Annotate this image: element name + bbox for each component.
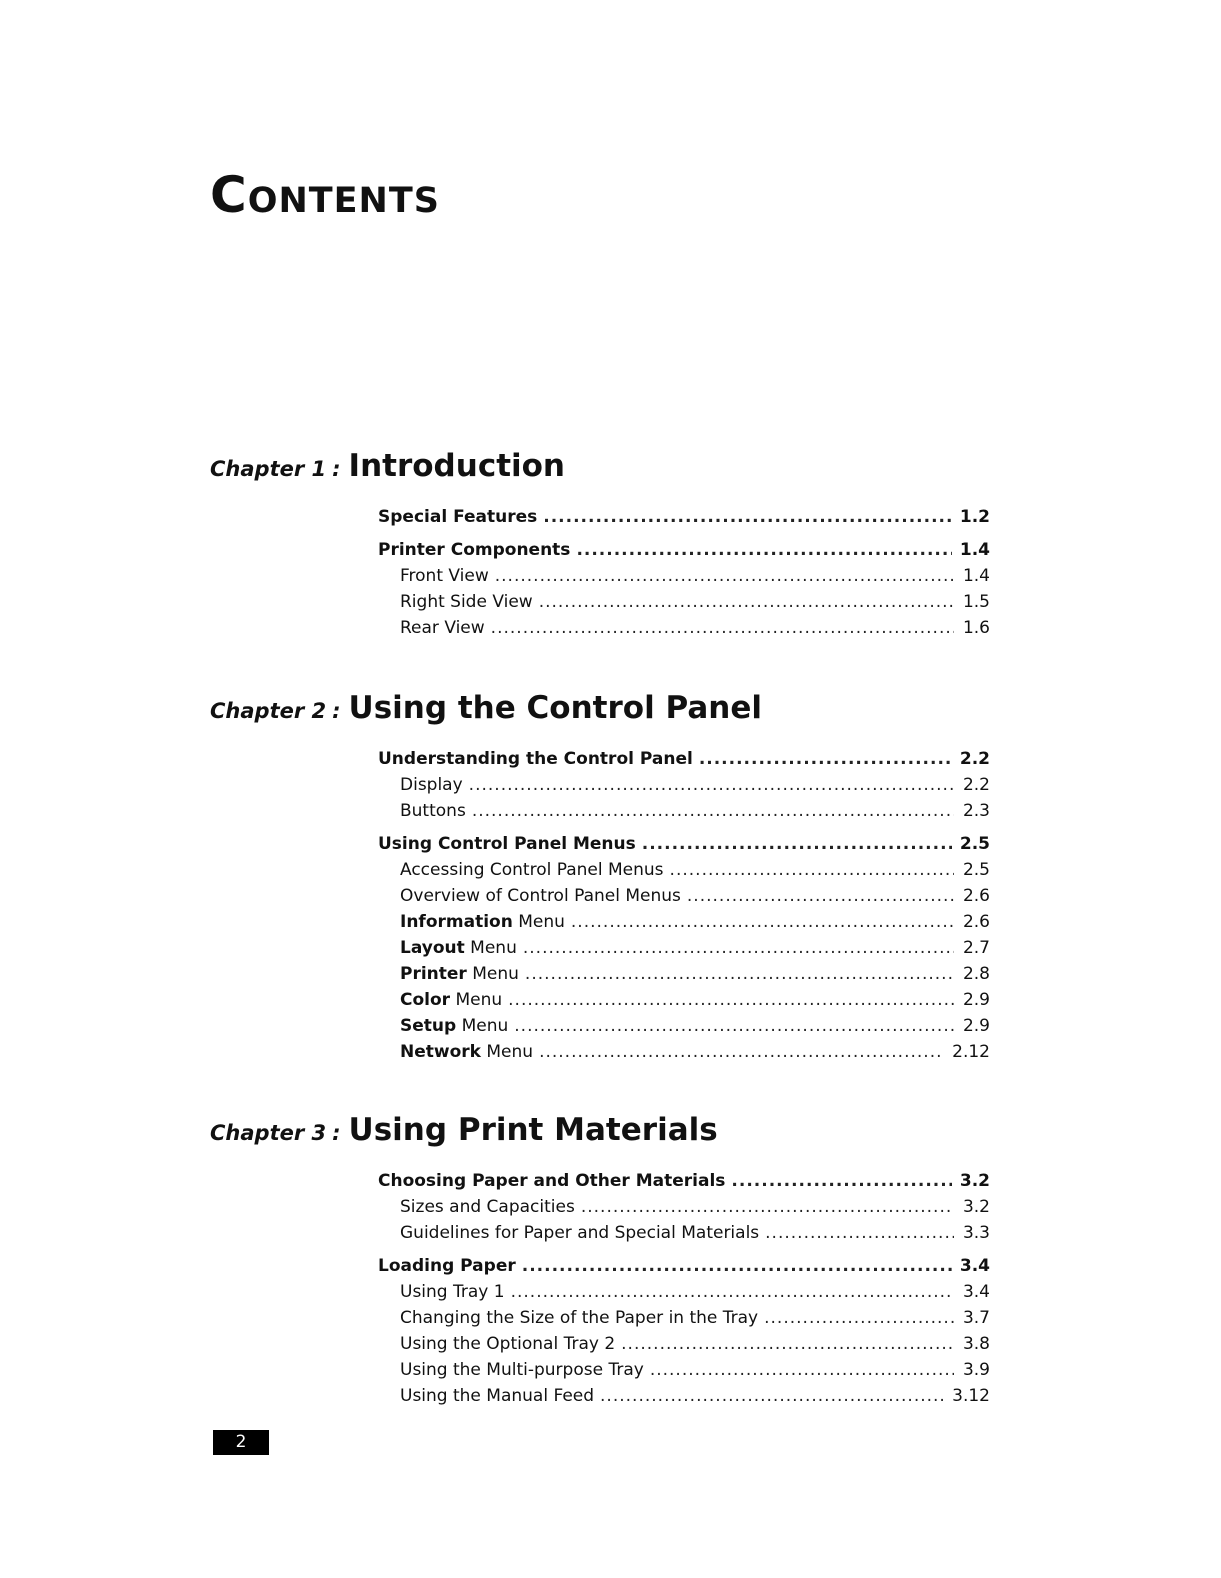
- toc-entry-title: Loading Paper: [378, 1256, 516, 1276]
- toc-entry-title: Choosing Paper and Other Materials: [378, 1171, 726, 1191]
- dot-leader: [764, 1305, 954, 1331]
- dot-leader: [699, 746, 952, 772]
- dot-leader: [472, 798, 954, 824]
- chapter-label: Chapter 1: [210, 457, 327, 481]
- toc-page-number: 2.5: [962, 860, 990, 880]
- toc-entry-rest: Menu: [480, 1042, 534, 1062]
- chapter-3: [210, 1112, 990, 1409]
- toc-entry-title: [400, 909, 565, 935]
- toc-subsection-entry[interactable]: [378, 1013, 990, 1039]
- toc-section-entry[interactable]: [378, 1253, 990, 1279]
- toc-entry-bold-term: Information: [400, 912, 513, 932]
- toc-page-number: 2.8: [962, 964, 990, 984]
- toc-subsection-entry[interactable]: [378, 1279, 990, 1305]
- toc-subsection-entry[interactable]: [378, 961, 990, 987]
- toc-subsection-entry[interactable]: [378, 987, 990, 1013]
- toc-entry-title: [400, 987, 502, 1013]
- chapter-title: Using Print Materials: [348, 1112, 718, 1148]
- chapter-separator: :: [332, 699, 341, 723]
- toc-entry-title: Right Side View: [400, 592, 533, 612]
- toc-section-entry[interactable]: [378, 831, 990, 857]
- chapter-heading: [210, 448, 990, 500]
- toc-entry-title: [400, 1039, 533, 1065]
- toc-entry-title: Sizes and Capacities: [400, 1197, 575, 1217]
- toc-entry-title: Rear View: [400, 618, 485, 638]
- toc-page-number: 2.2: [962, 775, 990, 795]
- toc-subsection-entry[interactable]: [378, 1383, 990, 1409]
- toc-entry-title: Front View: [400, 566, 489, 586]
- toc-subsection-entry[interactable]: [378, 909, 990, 935]
- toc-subsection-entry[interactable]: [378, 857, 990, 883]
- toc-entry-bold-term: Color: [400, 990, 451, 1010]
- toc-page-number: 3.7: [962, 1308, 990, 1328]
- dot-leader: [514, 1013, 954, 1039]
- toc-page-number: 1.4: [959, 540, 990, 560]
- toc-subsection-entry[interactable]: [378, 1331, 990, 1357]
- toc-entry-bold-term: Layout: [400, 938, 465, 958]
- toc-subsection-entry[interactable]: [378, 1039, 990, 1065]
- dot-leader: [525, 961, 954, 987]
- toc-page-number: 1.2: [959, 507, 990, 527]
- toc-entry-title: Accessing Control Panel Menus: [400, 860, 664, 880]
- dot-leader: [495, 563, 954, 589]
- toc-subsection-entry[interactable]: [378, 563, 990, 589]
- chapter-separator: :: [332, 457, 341, 481]
- chapter-label: Chapter 3: [210, 1121, 327, 1145]
- chapter-separator: :: [332, 1121, 341, 1145]
- dot-leader: [731, 1168, 951, 1194]
- toc-entry-bold-term: Network: [400, 1042, 481, 1062]
- dot-leader: [522, 1253, 952, 1279]
- toc-page-number: 2.6: [962, 886, 990, 906]
- toc-entry-title: Buttons: [400, 801, 466, 821]
- chapter-2: [210, 690, 990, 1065]
- toc-section-entry[interactable]: [378, 1168, 990, 1194]
- toc-entry-title: Changing the Size of the Paper in the Tray: [400, 1308, 759, 1328]
- toc-entry-rest: Menu: [456, 1016, 509, 1036]
- toc-entry-title: Overview of Control Panel Menus: [400, 886, 681, 906]
- toc-entry-title: [400, 935, 517, 961]
- toc-entry-title: Using the Manual Feed: [400, 1386, 595, 1406]
- toc-page-number: 2.7: [962, 938, 990, 958]
- toc-subsection-entry[interactable]: [378, 589, 990, 615]
- page-number: 2: [213, 1430, 269, 1455]
- toc-entry-title: [400, 961, 519, 987]
- toc-section-entry[interactable]: [378, 504, 990, 530]
- dot-leader: [523, 935, 954, 961]
- dot-leader: [670, 857, 954, 883]
- chapter-heading: [210, 690, 990, 742]
- toc-subsection-entry[interactable]: [378, 1357, 990, 1383]
- toc-entry-title: Printer Components: [378, 540, 571, 560]
- toc-subsection-entry[interactable]: [378, 772, 990, 798]
- dot-leader: [621, 1331, 954, 1357]
- toc-subsection-entry[interactable]: [378, 883, 990, 909]
- toc-entry-title: Guidelines for Paper and Special Materials: [400, 1223, 760, 1243]
- chapter-1: [210, 448, 990, 641]
- toc-page-number: 2.3: [962, 801, 990, 821]
- dot-leader: [511, 1279, 954, 1305]
- toc-page-number: 3.8: [962, 1334, 990, 1354]
- toc-page-number: 2.2: [959, 749, 990, 769]
- toc-section-entry[interactable]: [378, 746, 990, 772]
- toc-list: [378, 504, 990, 641]
- toc-entry-title: Using Control Panel Menus: [378, 834, 636, 854]
- toc-entry-rest: Menu: [466, 964, 519, 984]
- toc-subsection-entry[interactable]: [378, 935, 990, 961]
- dot-leader: [581, 1194, 954, 1220]
- toc-page-number: 1.4: [962, 566, 990, 586]
- toc-section-entry[interactable]: [378, 537, 990, 563]
- chapter-heading: [210, 1112, 990, 1164]
- toc-page-number: 1.6: [962, 618, 990, 638]
- dot-leader: [687, 883, 954, 909]
- dot-leader: [600, 1383, 944, 1409]
- toc-page-number: 2.9: [962, 1016, 990, 1036]
- dot-leader: [469, 772, 954, 798]
- toc-page-number: 3.4: [962, 1282, 990, 1302]
- toc-subsection-entry[interactable]: [378, 798, 990, 824]
- dot-leader: [765, 1220, 954, 1246]
- toc-entry-title: Display: [400, 775, 463, 795]
- toc-entry-rest: Menu: [512, 912, 565, 932]
- toc-subsection-entry[interactable]: [378, 615, 990, 641]
- toc-page-number: 3.4: [959, 1256, 990, 1276]
- toc-entry-title: Using the Optional Tray 2: [400, 1334, 616, 1354]
- toc-page-number: 1.5: [962, 592, 990, 612]
- toc-page-number: 2.12: [952, 1042, 990, 1062]
- toc-entry-title: Using Tray 1: [400, 1282, 505, 1302]
- chapter-label: Chapter 2: [210, 699, 327, 723]
- toc-page-number: 2.5: [959, 834, 990, 854]
- toc-page-number: 3.12: [952, 1386, 990, 1406]
- toc-subsection-entry[interactable]: [378, 1305, 990, 1331]
- toc-subsection-entry[interactable]: [378, 1220, 990, 1246]
- toc-page-number: 3.9: [962, 1360, 990, 1380]
- toc-list: [378, 746, 990, 1065]
- dot-leader: [642, 831, 952, 857]
- toc-page-number: 3.2: [959, 1171, 990, 1191]
- toc-entry-rest: Menu: [464, 938, 517, 958]
- page-title: Contents: [210, 166, 440, 224]
- chapter-title: Using the Control Panel: [348, 690, 763, 726]
- dot-leader: [576, 537, 951, 563]
- toc-entry-bold-term: Setup: [400, 1016, 457, 1036]
- toc-entry-title: Using the Multi-purpose Tray: [400, 1360, 644, 1380]
- dot-leader: [539, 589, 954, 615]
- dot-leader: [539, 1039, 944, 1065]
- toc-entry-title: Special Features: [378, 507, 538, 527]
- dot-leader: [650, 1357, 954, 1383]
- dot-leader: [491, 615, 954, 641]
- dot-leader: [508, 987, 954, 1013]
- toc-entry-title: [400, 1013, 508, 1039]
- toc-page-number: 2.9: [962, 990, 990, 1010]
- toc-entry-rest: Menu: [450, 990, 503, 1010]
- toc-page-number: 2.6: [962, 912, 990, 932]
- chapter-title: Introduction: [348, 448, 566, 484]
- toc-entry-bold-term: Printer: [400, 964, 467, 984]
- toc-entry-title: Understanding the Control Panel: [378, 749, 693, 769]
- toc-page-number: 3.3: [962, 1223, 990, 1243]
- dot-leader: [543, 504, 952, 530]
- toc-page-number: 3.2: [962, 1197, 990, 1217]
- toc-subsection-entry[interactable]: [378, 1194, 990, 1220]
- toc-list: [378, 1168, 990, 1409]
- dot-leader: [571, 909, 954, 935]
